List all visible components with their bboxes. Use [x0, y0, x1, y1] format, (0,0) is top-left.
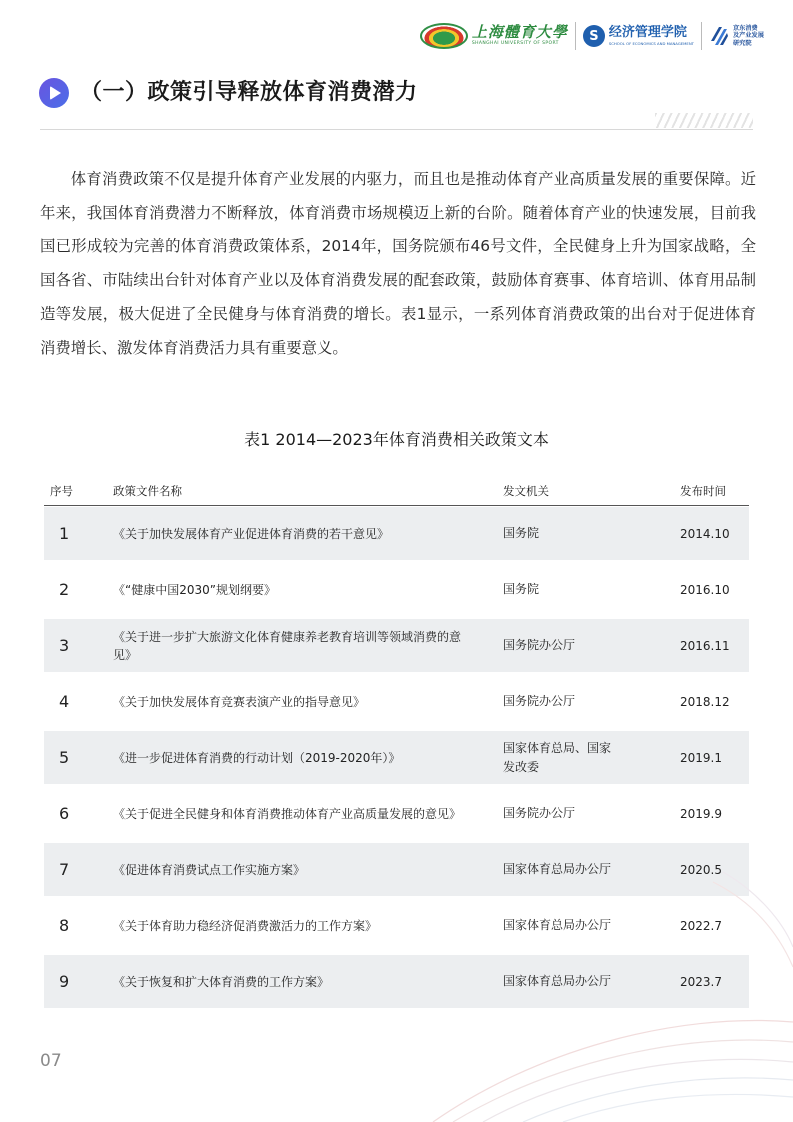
cell-date: 2022.7	[680, 918, 722, 933]
logo-divider	[575, 22, 576, 50]
cell-name: 《关于体育助力稳经济促消费激活力的工作方案》	[113, 918, 378, 933]
table-caption: 表1 2014—2023年体育消费相关政策文本	[244, 430, 549, 449]
cell-org: 国务院办公厅	[503, 806, 576, 820]
cell-name: 《关于恢复和扩大体育消费的工作方案》	[113, 974, 330, 989]
cell-date: 2014.10	[680, 526, 730, 541]
cell-no: 5	[59, 748, 70, 767]
page-number: 07	[40, 1051, 62, 1071]
university-emblem-icon	[420, 23, 468, 49]
table-header-rule	[44, 505, 749, 506]
cell-date: 2020.5	[680, 862, 722, 877]
table-header	[44, 479, 749, 505]
table-row	[44, 787, 749, 840]
table-row	[44, 507, 749, 560]
table-row	[44, 843, 749, 896]
body-paragraph: 体育消费政策不仅是提升体育产业发展的内驱力，而且也是推动体育产业高质量发展的重要保障。近年来，我国体育消费潜力不断释放，体育消费市场规模迈上新的台阶。随着体育产业的快速发展，目前我国已形成较为完善的体育消费政策体系，2014年，国务院颁布46号文件，全民健身上升为国家战略，全国各省、市陆续出台针对体育产业以及体育消费发展的配套政策，鼓励体育赛事、体育培训、体育用品制造等发展，极大促进了全民健身与体育消费的增长。表1显示，一系列体育消费政策的出台对于促进体育消费增长、激发体育消费活力具有重要意义。	[40, 170, 756, 357]
cell-org: 国务院办公厅	[503, 694, 576, 708]
table-row	[44, 563, 749, 616]
cell-name: 《进一步促进体育消费的行动计划（2019-2020年）》	[113, 750, 401, 765]
cell-no: 4	[59, 692, 70, 711]
jd-line-3: 研究院	[733, 39, 752, 47]
logo-divider	[701, 22, 702, 50]
cell-no: 8	[59, 916, 70, 935]
cell-org: 国家体育总局办公厅	[503, 918, 612, 932]
logo-sem-en: SCHOOL OF ECONOMICS AND MANAGEMENT	[608, 41, 694, 46]
table-row	[44, 899, 749, 952]
school-of-economics-logo	[583, 25, 694, 47]
cell-org: 国家体育总局、国家发改委	[503, 740, 612, 774]
cell-no: 6	[59, 804, 70, 823]
header-logos	[420, 16, 771, 56]
jd-stripes-icon	[709, 25, 729, 47]
cell-no: 2	[59, 580, 70, 599]
logo-sus-cn: 上海體育大學	[471, 23, 568, 41]
table-row	[44, 955, 749, 1008]
cell-name: 《“健康中国2030”规划纲要》	[113, 582, 276, 597]
table-row	[44, 619, 749, 672]
cell-date: 2016.10	[680, 582, 730, 597]
cell-date: 2016.11	[680, 638, 730, 653]
cell-no: 1	[59, 524, 70, 543]
jd-institute-logo	[709, 25, 771, 47]
heading-divider	[40, 129, 753, 130]
table-row	[44, 731, 749, 784]
header-no: 序号	[50, 484, 73, 498]
cell-org: 国务院办公厅	[503, 638, 576, 652]
cell-no: 9	[59, 972, 70, 991]
header-date: 发布时间	[680, 484, 726, 498]
jd-line-1: 京东消费	[733, 24, 758, 32]
play-icon	[39, 78, 69, 108]
cell-name: 《关于促进全民健身和体育消费推动体育产业高质量发展的意见》	[113, 806, 462, 821]
cell-org: 国家体育总局办公厅	[503, 974, 612, 988]
cell-name: 《关于加快发展体育竞赛表演产业的指导意见》	[113, 694, 366, 709]
cell-org: 国务院	[503, 526, 540, 540]
logo-sus-en: SHANGHAI UNIVERSITY OF SPORT	[471, 41, 559, 46]
cell-date: 2019.9	[680, 806, 722, 821]
shanghai-university-of-sport-logo	[420, 23, 568, 49]
logo-sem-cn: 经济管理学院	[608, 25, 687, 40]
sem-badge-icon: S	[583, 25, 605, 47]
cell-org: 国务院	[503, 582, 540, 596]
table-row	[44, 675, 749, 728]
cell-no: 7	[59, 860, 70, 879]
cell-name: 《促进体育消费试点工作实施方案》	[113, 862, 306, 877]
cell-name: 《关于加快发展体育产业促进体育消费的若干意见》	[113, 526, 390, 541]
jd-line-2: 及产业发展	[733, 32, 764, 40]
section-title: （一）政策引导释放体育消费潜力	[80, 80, 418, 105]
cell-no: 3	[59, 636, 70, 655]
cell-date: 2018.12	[680, 694, 730, 709]
header-name: 政策文件名称	[113, 484, 182, 498]
cell-name: 《关于进一步扩大旅游文化体育健康养老教育培训等领域消费的意见》	[113, 629, 462, 662]
cell-date: 2019.1	[680, 750, 722, 765]
cell-date: 2023.7	[680, 974, 722, 989]
header-org: 发文机关	[503, 484, 549, 498]
heading-hatch-decoration	[655, 113, 753, 128]
cell-org: 国家体育总局办公厅	[503, 862, 612, 876]
